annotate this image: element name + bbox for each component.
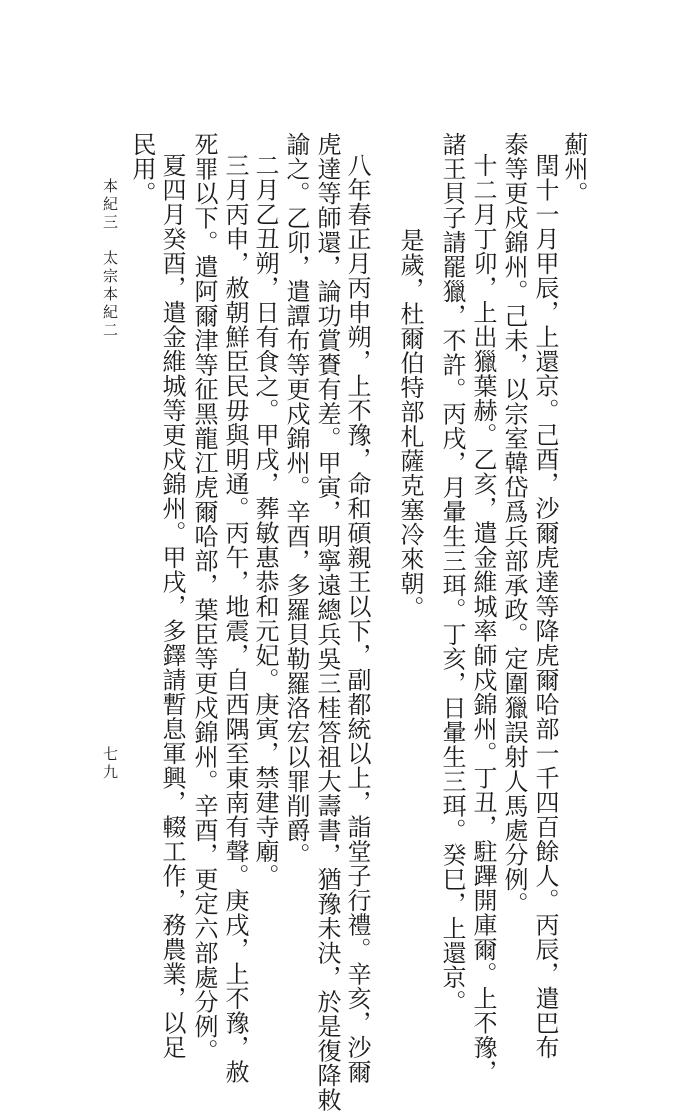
text-column-7: 八年春正月丙申朔，上不豫，命和碩親王以下，副都統以上，詣堂子行禮。辛亥，沙爾 [343,153,371,1084]
text-column-6: 是歲，杜爾伯特部札薩克塞冷來朝。 [396,228,424,620]
text-column-4: 十二月丁卯，上出獵葉赫。乙亥，遣金維城率師戍錦州。丁丑，駐蹕開庫爾。上不豫， [469,153,497,1084]
text-column-8: 虎達等師還，論功賞賚有差。甲寅，明寧遠總兵吳三桂答祖大壽書，猶豫未決，於是復降敕 [313,132,341,1112]
page-number: 七九 [101,746,119,782]
text-column-2: 閏十一月甲辰，上還京。己酉，沙爾虎達等降虎爾哈部一千四百餘人。丙辰，遣巴布 [531,153,559,1060]
text-column-9: 諭之。乙卯，遣譚布等更戍錦州。辛酉，多羅貝勒羅洛宏以罪削爵。 [282,132,310,867]
running-footer-section: 本紀三 太宗本紀二 [101,178,119,340]
text-column-5: 諸王貝子請罷獵，不許。丙戌，月暈生三珥。丁亥，日暈生三珥。癸巳，上還京。 [438,132,466,1014]
text-column-13: 夏四月癸酉，遣金維城等更戍錦州。甲戌，多鐸請暫息軍興，輟工作，務農業，以足 [158,153,186,1060]
text-column-3: 泰等更戍錦州。己未，以宗室韓岱爲兵部承政。定圍獵誤射人馬處分例。 [500,132,528,916]
text-column-12: 死罪以下。遣阿爾津等征黑龍江虎爾哈部，葉臣等更戍錦州。辛酉，更定六部處分例。 [190,132,218,1063]
text-column-1: 薊州。 [560,132,588,206]
text-column-10: 二月乙丑朔，日有食之。甲戌，葬敏惠恭和元妃。庚寅，禁建寺廟。 [251,153,279,888]
text-column-11: 三月丙申，赦朝鮮臣民毋與明通。丙午，地震，自西隅至東南有聲。庚戌，上不豫，赦 [221,153,249,1084]
text-column-14: 民用。 [128,132,156,206]
